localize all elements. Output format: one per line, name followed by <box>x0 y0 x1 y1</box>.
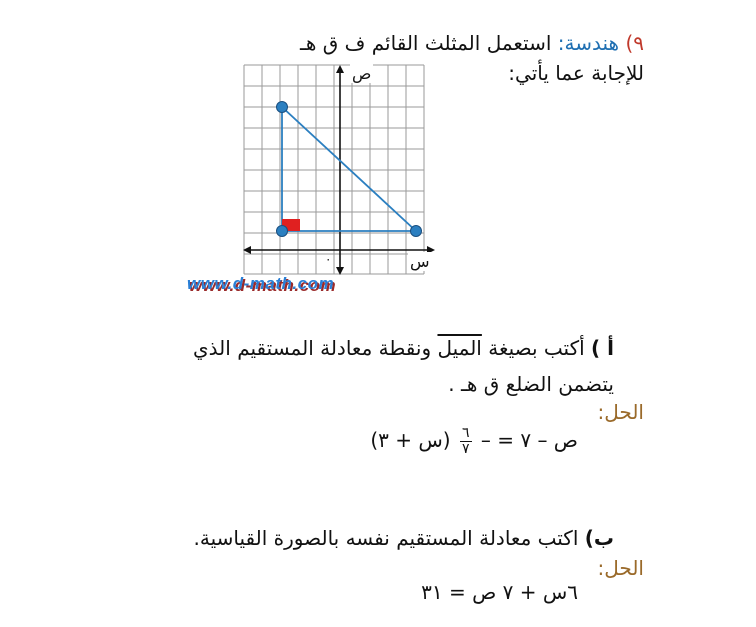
part-a-equation <box>370 426 578 457</box>
part-a-solution-label: الحل: <box>597 400 644 424</box>
y-axis-arrow-top <box>336 65 344 73</box>
question-prompt-line1: استعمل المثلث القائم ف ق هـ <box>300 31 552 55</box>
part-b-text: اكتب معادلة المستقيم نفسه بالصورة القياسية. <box>193 526 579 550</box>
coordinate-graph <box>240 62 440 282</box>
question-prompt-line2: للإجابة عما يأتي: <box>508 61 644 85</box>
vertex-point <box>411 226 422 237</box>
part-a-eq-fraction <box>460 426 472 457</box>
vertex-point <box>277 226 288 237</box>
part-a-text-overlined: الميل <box>437 336 482 360</box>
y-axis-label: ص <box>352 64 372 83</box>
part-a-label: أ ) <box>591 336 614 360</box>
part-a-eq-left: ص – ٧ = – <box>480 428 578 452</box>
part-b-solution-label: الحل: <box>597 556 644 580</box>
part-b-label: ب) <box>584 526 614 550</box>
question-line-1 <box>300 31 644 55</box>
part-a-line-1 <box>193 336 614 360</box>
origin-label: ٠ <box>325 252 332 266</box>
x-axis-label: س <box>410 252 430 271</box>
part-b-equation: ٦س + ٧ ص = ٣١ <box>421 580 578 604</box>
grid <box>244 65 424 274</box>
part-a-text-suffix: ونقطة معادلة المستقيم الذي <box>193 336 438 360</box>
site-watermark: www.d-math.com <box>187 274 335 293</box>
part-a-text-prefix: أكتب بصيغة <box>481 336 585 360</box>
part-a-eq-fraction-num: ٦ <box>461 425 470 441</box>
vertex-point <box>277 102 288 113</box>
question-topic: هندسة: <box>557 31 620 55</box>
part-a-eq-right: (س + ٣) <box>370 428 451 452</box>
question-number: ٩) <box>625 31 644 55</box>
part-b-line <box>194 526 614 550</box>
part-a-eq-fraction-den: ٧ <box>461 441 470 457</box>
part-a-line-2: يتضمن الضلع ق هـ . <box>448 372 614 396</box>
